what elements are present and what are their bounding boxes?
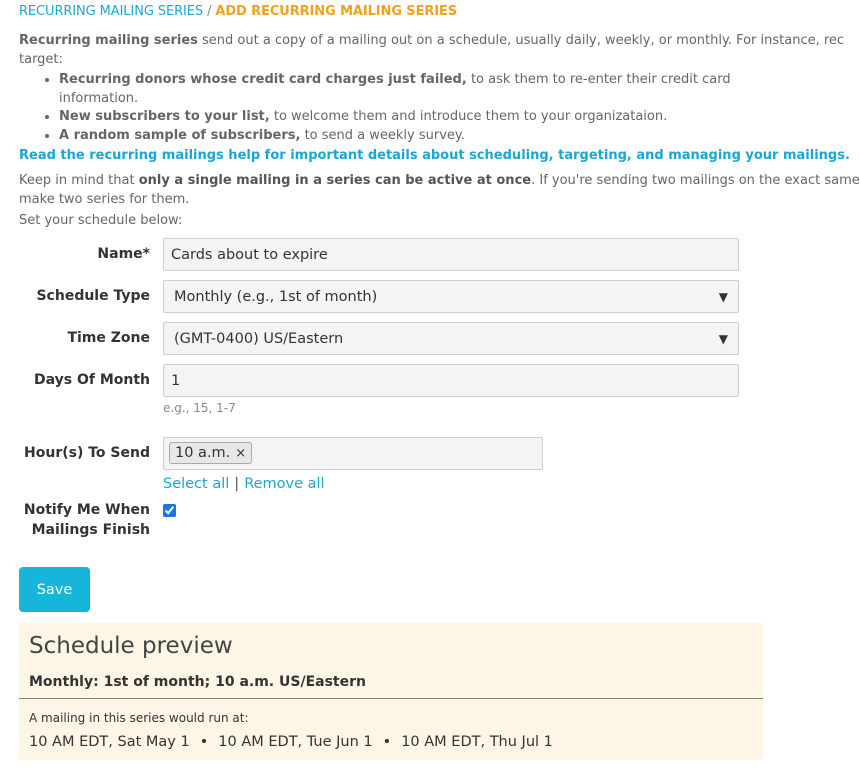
notify-label-line2: Mailings Finish <box>31 522 150 538</box>
list-item-bold: A random sample of subscribers, <box>59 127 301 143</box>
preview-summary: Monthly: 1st of month; 10 a.m. US/Eastern <box>29 674 366 690</box>
schedule-type-select[interactable] <box>163 280 739 313</box>
notify-label-line1: Notify Me When <box>23 502 150 518</box>
name-input[interactable] <box>163 238 739 271</box>
preview-runs <box>29 734 553 750</box>
links-divider: | <box>234 476 240 492</box>
schedule-type-value: Monthly (e.g., 1st of month) <box>174 288 378 305</box>
hours-actions <box>163 476 325 492</box>
breadcrumb-parent-link[interactable]: RECURRING MAILING SERIES <box>19 4 204 19</box>
breadcrumb-separator: / <box>203 4 216 19</box>
note-bold: only a single mailing in a series can be active at once <box>138 173 532 188</box>
note-pre: Keep in mind that <box>19 173 139 188</box>
list-item <box>59 127 763 146</box>
hour-tag-label: 10 a.m. <box>175 445 231 461</box>
breadcrumb <box>19 4 457 19</box>
list-item-bold: Recurring donors whose credit card charges just failed, <box>59 72 467 87</box>
breadcrumb-current: ADD RECURRING MAILING SERIES <box>215 4 458 19</box>
list-item-text: to ask them to re-enter their credit card information. <box>59 72 731 106</box>
remove-all-link[interactable]: Remove all <box>244 476 325 492</box>
days-of-month-input[interactable] <box>163 364 739 397</box>
note-line2: make two series for them. <box>19 192 190 207</box>
days-of-month-hint: e.g., 15, 1-7 <box>163 401 236 415</box>
preview-runs-label: A mailing in this series would run at: <box>29 711 249 725</box>
single-mailing-note <box>19 171 860 209</box>
intro-line2: target: <box>19 52 63 67</box>
schedule-type-label: Schedule Type <box>36 288 150 304</box>
list-item-text: to send a weekly survey. <box>300 127 465 143</box>
list-item-text: to welcome them and introduce them to your organizataion. <box>269 109 668 124</box>
preview-divider <box>19 698 763 699</box>
caret-down-icon: ▼ <box>718 331 728 346</box>
time-zone-label: Time Zone <box>67 330 150 346</box>
intro-text <box>19 31 845 69</box>
notify-label <box>0 500 150 540</box>
hours-to-send-label: Hour(s) To Send <box>24 445 150 461</box>
save-button[interactable]: Save <box>19 567 90 612</box>
example-list <box>40 71 763 145</box>
list-item <box>59 108 763 127</box>
hours-to-send-multiselect[interactable] <box>163 437 543 470</box>
set-schedule-text: Set your schedule below: <box>19 213 183 228</box>
days-of-month-value: 1 <box>171 372 181 389</box>
run-date: 10 AM EDT, Thu Jul 1 <box>401 734 553 750</box>
run-date: 10 AM EDT, Sat May 1 <box>29 734 190 750</box>
list-item-bold: New subscribers to your list, <box>59 109 270 124</box>
time-zone-select[interactable] <box>163 322 739 355</box>
caret-down-icon: ▼ <box>718 289 728 304</box>
hour-tag <box>169 442 252 464</box>
notify-checkbox[interactable] <box>163 504 176 517</box>
schedule-preview-panel <box>19 623 763 760</box>
days-of-month-label: Days Of Month <box>33 372 150 388</box>
remove-tag-icon[interactable]: × <box>235 445 247 461</box>
preview-title: Schedule preview <box>29 633 233 659</box>
help-link[interactable]: Read the recurring mailings help for important details about scheduling, targeting, and managing your mailings. <box>19 148 850 163</box>
name-input-value: Cards about to expire <box>171 246 328 263</box>
select-all-link[interactable]: Select all <box>163 476 230 492</box>
bullet-separator: • <box>382 734 392 750</box>
bullet-separator: • <box>199 734 209 750</box>
name-label: Name* <box>97 246 150 262</box>
run-date: 10 AM EDT, Tue Jun 1 <box>218 734 373 750</box>
intro-bold: Recurring mailing series <box>19 33 198 48</box>
list-item <box>59 71 763 108</box>
note-post: . If you're sending two mailings on the exact same <box>531 173 860 188</box>
intro-line1: send out a copy of a mailing out on a schedule, usually daily, weekly, or monthly. For instance, rec <box>197 33 845 48</box>
time-zone-value: (GMT-0400) US/Eastern <box>174 330 344 347</box>
